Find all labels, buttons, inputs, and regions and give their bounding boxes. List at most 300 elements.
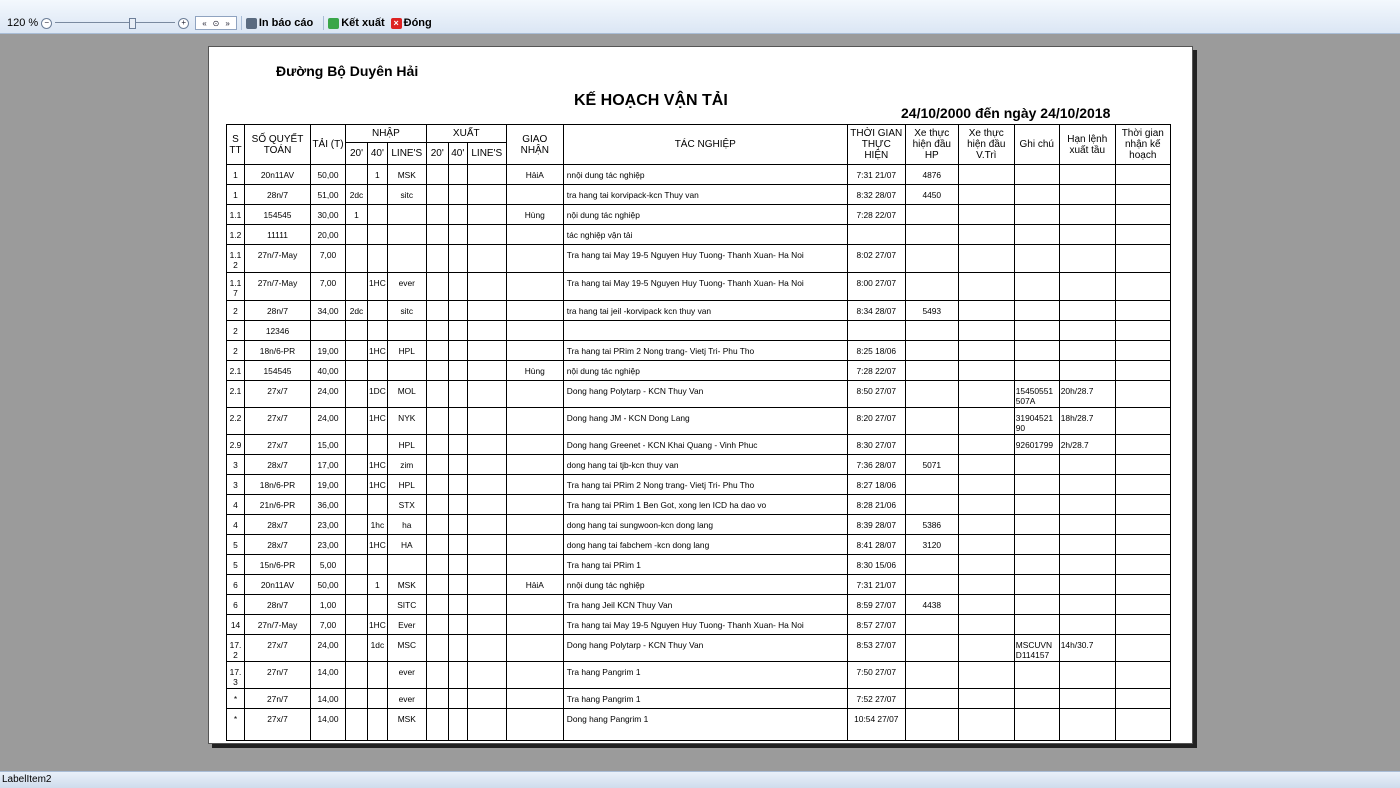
cell-tai: 19,00	[311, 341, 346, 361]
cell-nhap-lines: ever	[387, 662, 426, 689]
cell-tai: 24,00	[311, 635, 346, 662]
cell-xuat-20	[426, 595, 448, 615]
cell-xuat-20	[426, 341, 448, 361]
cell-stt: 1	[227, 165, 245, 185]
cell-stt: 6	[227, 575, 245, 595]
table-row	[227, 535, 1171, 555]
cell-tac-nghiep: Tra hang Pangrim 1	[563, 662, 847, 689]
cell-stt: 2.1	[227, 381, 245, 408]
cell-tac-nghiep: tác nghiệp vận tải	[563, 225, 847, 245]
cell-tac-nghiep: dong hang tai fabchem -kcn dong lang	[563, 535, 847, 555]
cell-so-quyet-toan: 28n/7	[245, 301, 311, 321]
cell-xuat-lines	[467, 361, 506, 381]
cell-giao-nhan	[506, 273, 563, 301]
cell-nhap-40	[368, 205, 388, 225]
cell-nhap-lines: MSK	[387, 165, 426, 185]
cell-stt: 2.9	[227, 435, 245, 455]
close-icon: ×	[391, 18, 402, 29]
cell-xe-hp	[905, 435, 958, 455]
cell-xuat-lines	[467, 321, 506, 341]
cell-tac-nghiep: tra hang tai jeil -korvipack kcn thuy van	[563, 301, 847, 321]
cell-xuat-20	[426, 575, 448, 595]
cell-giao-nhan	[506, 408, 563, 435]
cell-nhap-40	[368, 321, 388, 341]
cell-thoi-gian: 8:39 28/07	[847, 515, 905, 535]
cell-nhap-lines: MSK	[387, 575, 426, 595]
current-page-button[interactable]: ⊙	[212, 18, 220, 28]
first-page-button[interactable]: «	[202, 18, 207, 28]
table-row	[227, 595, 1171, 615]
cell-ghi-chu	[1014, 321, 1059, 341]
cell-tai: 50,00	[311, 575, 346, 595]
cell-nhap-lines: NYK	[387, 408, 426, 435]
cell-thoi-gian: 8:34 28/07	[847, 301, 905, 321]
cell-xuat-20	[426, 321, 448, 341]
cell-thoi-gian-nhan	[1115, 475, 1170, 495]
print-button[interactable]	[246, 17, 313, 29]
header-tac-nghiep: TÁC NGHIỆP	[563, 125, 847, 165]
cell-nhap-lines: ever	[387, 273, 426, 301]
cell-tai: 23,00	[311, 535, 346, 555]
header-xe-vtri: Xe thực hiện đầu V.Trì	[958, 125, 1014, 165]
cell-thoi-gian-nhan	[1115, 381, 1170, 408]
cell-thoi-gian-nhan	[1115, 555, 1170, 575]
cell-tai: 19,00	[311, 475, 346, 495]
cell-thoi-gian: 10:54 27/07	[847, 709, 905, 741]
cell-xuat-lines	[467, 455, 506, 475]
cell-so-quyet-toan: 28n/7	[245, 595, 311, 615]
cell-thoi-gian-nhan	[1115, 535, 1170, 555]
cell-xe-vtri	[958, 341, 1014, 361]
cell-xuat-40	[448, 321, 467, 341]
cell-han-lenh	[1059, 662, 1115, 689]
report-toolbar	[0, 0, 1400, 34]
cell-so-quyet-toan: 27x/7	[245, 408, 311, 435]
cell-han-lenh	[1059, 689, 1115, 709]
cell-giao-nhan	[506, 321, 563, 341]
cell-xuat-20	[426, 301, 448, 321]
cell-xe-hp	[905, 225, 958, 245]
cell-tai: 51,00	[311, 185, 346, 205]
cell-thoi-gian-nhan	[1115, 515, 1170, 535]
cell-nhap-20	[346, 321, 368, 341]
cell-thoi-gian: 8:28 21/06	[847, 495, 905, 515]
export-icon	[328, 18, 339, 29]
header-thoi-gian: THỜI GIAN THỰC HIỆN	[847, 125, 905, 165]
cell-tac-nghiep: dong hang tai tjb-kcn thuy van	[563, 455, 847, 475]
cell-xe-hp	[905, 635, 958, 662]
cell-xuat-40	[448, 185, 467, 205]
cell-nhap-lines: MSK	[387, 709, 426, 741]
status-label: LabelItem2	[2, 774, 52, 785]
cell-thoi-gian-nhan	[1115, 165, 1170, 185]
cell-nhap-20	[346, 635, 368, 662]
cell-giao-nhan: Hùng	[506, 205, 563, 225]
cell-tac-nghiep: Dong hang Polytarp - KCN Thuy Van	[563, 381, 847, 408]
cell-xuat-20	[426, 475, 448, 495]
cell-thoi-gian: 8:20 27/07	[847, 408, 905, 435]
cell-nhap-20	[346, 495, 368, 515]
cell-xe-hp: 3120	[905, 535, 958, 555]
cell-xuat-20	[426, 555, 448, 575]
cell-xuat-40	[448, 535, 467, 555]
cell-xuat-20	[426, 635, 448, 662]
cell-tac-nghiep: Tra hang tai PRim 2 Nong trang- Vietj Tri- Phu Tho	[563, 341, 847, 361]
cell-xuat-lines	[467, 615, 506, 635]
zoom-out-button[interactable]: −	[41, 18, 52, 29]
table-row	[227, 555, 1171, 575]
cell-stt: 2.1	[227, 361, 245, 381]
cell-thoi-gian-nhan	[1115, 245, 1170, 273]
cell-ghi-chu	[1014, 515, 1059, 535]
cell-xe-vtri	[958, 408, 1014, 435]
cell-xuat-lines	[467, 635, 506, 662]
cell-stt: 2	[227, 321, 245, 341]
cell-giao-nhan: HảiA	[506, 165, 563, 185]
page-navigation	[195, 16, 237, 30]
cell-tai: 34,00	[311, 301, 346, 321]
cell-ghi-chu	[1014, 185, 1059, 205]
cell-xuat-lines	[467, 709, 506, 741]
cell-stt: 3	[227, 455, 245, 475]
cell-han-lenh	[1059, 615, 1115, 635]
cell-nhap-lines	[387, 245, 426, 273]
cell-ghi-chu	[1014, 455, 1059, 475]
cell-thoi-gian-nhan	[1115, 635, 1170, 662]
cell-nhap-40	[368, 495, 388, 515]
cell-nhap-40	[368, 245, 388, 273]
cell-tac-nghiep	[563, 321, 847, 341]
cell-thoi-gian: 8:00 27/07	[847, 273, 905, 301]
cell-xuat-20	[426, 205, 448, 225]
cell-so-quyet-toan: 27x/7	[245, 709, 311, 741]
cell-xuat-20	[426, 273, 448, 301]
cell-xe-hp	[905, 341, 958, 361]
cell-so-quyet-toan: 28x/7	[245, 455, 311, 475]
cell-stt: 4	[227, 515, 245, 535]
cell-xe-vtri	[958, 535, 1014, 555]
header-nhap-40: 40'	[368, 143, 388, 165]
cell-han-lenh	[1059, 341, 1115, 361]
zoom-in-button[interactable]: +	[178, 18, 189, 29]
cell-xe-vtri	[958, 185, 1014, 205]
cell-nhap-40	[368, 689, 388, 709]
cell-tac-nghiep: Tra hang tai May 19-5 Nguyen Huy Tuong- Thanh Xuan- Ha Noi	[563, 273, 847, 301]
cell-tac-nghiep: nnội dung tác nghiệp	[563, 575, 847, 595]
cell-xe-hp	[905, 361, 958, 381]
cell-xuat-lines	[467, 662, 506, 689]
cell-giao-nhan	[506, 709, 563, 741]
cell-tai: 17,00	[311, 455, 346, 475]
toolbar-row	[0, 14, 438, 32]
cell-ghi-chu	[1014, 361, 1059, 381]
cell-tai: 24,00	[311, 381, 346, 408]
cell-nhap-20	[346, 575, 368, 595]
cell-xe-vtri	[958, 301, 1014, 321]
cell-giao-nhan	[506, 435, 563, 455]
cell-giao-nhan	[506, 381, 563, 408]
cell-xe-vtri	[958, 515, 1014, 535]
cell-so-quyet-toan: 27n/7	[245, 689, 311, 709]
cell-xuat-20	[426, 381, 448, 408]
table-row	[227, 475, 1171, 495]
cell-tac-nghiep: Tra hang tai May 19-5 Nguyen Huy Tuong- Thanh Xuan- Ha Noi	[563, 615, 847, 635]
cell-stt: 2.2	[227, 408, 245, 435]
cell-so-quyet-toan: 27n/7-May	[245, 245, 311, 273]
cell-nhap-20	[346, 408, 368, 435]
cell-xuat-lines	[467, 185, 506, 205]
table-row	[227, 689, 1171, 709]
cell-han-lenh	[1059, 185, 1115, 205]
cell-so-quyet-toan: 27x/7	[245, 381, 311, 408]
cell-xe-hp	[905, 555, 958, 575]
cell-ghi-chu	[1014, 575, 1059, 595]
cell-xuat-20	[426, 245, 448, 273]
cell-xe-vtri	[958, 689, 1014, 709]
cell-stt: 1.1 7	[227, 273, 245, 301]
cell-so-quyet-toan: 20n11AV	[245, 575, 311, 595]
cell-xe-hp	[905, 273, 958, 301]
cell-nhap-20	[346, 165, 368, 185]
cell-xuat-40	[448, 165, 467, 185]
cell-xuat-40	[448, 361, 467, 381]
cell-nhap-40	[368, 185, 388, 205]
cell-nhap-20	[346, 555, 368, 575]
cell-nhap-40: 1DC	[368, 381, 388, 408]
cell-xuat-20	[426, 408, 448, 435]
cell-stt: 1	[227, 185, 245, 205]
toolbar-separator	[323, 16, 324, 30]
cell-tac-nghiep: Tra hang tai PRim 1 Ben Got, xong len ICD ha dao vo	[563, 495, 847, 515]
cell-thoi-gian-nhan	[1115, 361, 1170, 381]
cell-nhap-lines	[387, 361, 426, 381]
cell-xuat-lines	[467, 555, 506, 575]
cell-xuat-40	[448, 689, 467, 709]
cell-xe-vtri	[958, 245, 1014, 273]
cell-xe-hp: 4876	[905, 165, 958, 185]
cell-xuat-40	[448, 381, 467, 408]
cell-thoi-gian-nhan	[1115, 301, 1170, 321]
export-button[interactable]	[328, 17, 384, 29]
cell-thoi-gian: 8:27 18/06	[847, 475, 905, 495]
cell-stt: 17. 2	[227, 635, 245, 662]
cell-nhap-20	[346, 341, 368, 361]
close-button[interactable]	[391, 17, 432, 29]
cell-stt: 1.1	[227, 205, 245, 225]
cell-nhap-20	[346, 273, 368, 301]
cell-xe-hp	[905, 575, 958, 595]
cell-xe-vtri	[958, 205, 1014, 225]
cell-nhap-20: 2dc	[346, 185, 368, 205]
header-xe-hp: Xe thực hiện đầu HP	[905, 125, 958, 165]
cell-thoi-gian: 8:59 27/07	[847, 595, 905, 615]
cell-xuat-lines	[467, 475, 506, 495]
cell-so-quyet-toan: 27x/7	[245, 635, 311, 662]
cell-xe-hp	[905, 245, 958, 273]
cell-ghi-chu	[1014, 225, 1059, 245]
table-row	[227, 273, 1171, 301]
cell-so-quyet-toan: 11111	[245, 225, 311, 245]
cell-giao-nhan: HảiA	[506, 575, 563, 595]
cell-giao-nhan	[506, 515, 563, 535]
export-label: Kết xuất	[341, 17, 385, 29]
cell-xe-hp	[905, 381, 958, 408]
cell-so-quyet-toan: 28x/7	[245, 535, 311, 555]
cell-thoi-gian-nhan	[1115, 709, 1170, 741]
cell-giao-nhan	[506, 495, 563, 515]
cell-so-quyet-toan: 154545	[245, 205, 311, 225]
cell-xuat-20	[426, 185, 448, 205]
cell-tac-nghiep: Dong hang Pangrim 1	[563, 709, 847, 741]
cell-tai: 50,00	[311, 165, 346, 185]
cell-nhap-20	[346, 455, 368, 475]
cell-giao-nhan	[506, 635, 563, 662]
header-ghi-chu: Ghi chú	[1014, 125, 1059, 165]
cell-nhap-20	[346, 361, 368, 381]
table-row	[227, 165, 1171, 185]
cell-han-lenh	[1059, 455, 1115, 475]
cell-thoi-gian-nhan	[1115, 662, 1170, 689]
last-page-button[interactable]: »	[225, 18, 230, 28]
cell-ghi-chu	[1014, 475, 1059, 495]
cell-han-lenh	[1059, 515, 1115, 535]
cell-nhap-40: 1dc	[368, 635, 388, 662]
cell-nhap-lines: STX	[387, 495, 426, 515]
cell-nhap-40: 1HC	[368, 475, 388, 495]
cell-so-quyet-toan: 20n11AV	[245, 165, 311, 185]
table-row	[227, 615, 1171, 635]
cell-giao-nhan	[506, 689, 563, 709]
cell-nhap-20	[346, 515, 368, 535]
table-row	[227, 662, 1171, 689]
cell-xuat-20	[426, 435, 448, 455]
cell-thoi-gian	[847, 321, 905, 341]
cell-so-quyet-toan: 27x/7	[245, 435, 311, 455]
cell-nhap-20	[346, 381, 368, 408]
cell-nhap-20	[346, 435, 368, 455]
cell-nhap-40	[368, 595, 388, 615]
cell-nhap-40	[368, 225, 388, 245]
cell-xuat-20	[426, 225, 448, 245]
header-thoi-gian-nhan: Thời gian nhận kế hoạch	[1115, 125, 1170, 165]
cell-thoi-gian-nhan	[1115, 689, 1170, 709]
cell-xe-vtri	[958, 361, 1014, 381]
cell-so-quyet-toan: 15n/6-PR	[245, 555, 311, 575]
cell-ghi-chu: 92601799	[1014, 435, 1059, 455]
header-nhap-lines: LINE'S	[387, 143, 426, 165]
cell-xuat-20	[426, 709, 448, 741]
cell-xuat-lines	[467, 381, 506, 408]
cell-tai: 23,00	[311, 515, 346, 535]
cell-thoi-gian-nhan	[1115, 408, 1170, 435]
cell-stt: 5	[227, 555, 245, 575]
cell-nhap-lines	[387, 555, 426, 575]
cell-xuat-20	[426, 165, 448, 185]
cell-thoi-gian: 7:52 27/07	[847, 689, 905, 709]
cell-han-lenh	[1059, 709, 1115, 741]
cell-so-quyet-toan: 21n/6-PR	[245, 495, 311, 515]
cell-xe-hp: 4450	[905, 185, 958, 205]
cell-ghi-chu: 15450551 507A	[1014, 381, 1059, 408]
header-so-quyet-toan: SỐ QUYẾT TOÁN	[245, 125, 311, 165]
cell-han-lenh	[1059, 361, 1115, 381]
cell-han-lenh	[1059, 205, 1115, 225]
zoom-slider-thumb[interactable]	[129, 18, 136, 29]
cell-xe-vtri	[958, 273, 1014, 301]
cell-stt: *	[227, 709, 245, 741]
cell-nhap-40: 1HC	[368, 408, 388, 435]
cell-stt: 3	[227, 475, 245, 495]
cell-giao-nhan	[506, 662, 563, 689]
cell-thoi-gian: 7:31 21/07	[847, 575, 905, 595]
cell-xuat-20	[426, 535, 448, 555]
cell-thoi-gian-nhan	[1115, 341, 1170, 361]
cell-giao-nhan	[506, 341, 563, 361]
cell-tac-nghiep: Tra hang tai May 19-5 Nguyen Huy Tuong- Thanh Xuan- Ha Noi	[563, 245, 847, 273]
cell-han-lenh	[1059, 321, 1115, 341]
cell-nhap-lines: ever	[387, 689, 426, 709]
cell-nhap-lines: HPL	[387, 475, 426, 495]
cell-xuat-lines	[467, 301, 506, 321]
cell-nhap-20	[346, 709, 368, 741]
cell-so-quyet-toan: 12346	[245, 321, 311, 341]
cell-xuat-lines	[467, 273, 506, 301]
cell-nhap-40: 1HC	[368, 455, 388, 475]
cell-xuat-40	[448, 555, 467, 575]
date-range: 24/10/2000 đến ngày 24/10/2018	[901, 105, 1111, 121]
cell-thoi-gian-nhan	[1115, 435, 1170, 455]
cell-tai: 5,00	[311, 555, 346, 575]
cell-ghi-chu	[1014, 341, 1059, 361]
cell-xuat-40	[448, 475, 467, 495]
table-row	[227, 185, 1171, 205]
cell-thoi-gian: 7:31 21/07	[847, 165, 905, 185]
cell-xe-hp	[905, 689, 958, 709]
zoom-slider[interactable]	[55, 18, 175, 28]
cell-nhap-40	[368, 301, 388, 321]
cell-tac-nghiep: nội dung tác nghiệp	[563, 205, 847, 225]
cell-tac-nghiep: Tra hang Pangrim 1	[563, 689, 847, 709]
cell-stt: *	[227, 689, 245, 709]
cell-xuat-lines	[467, 595, 506, 615]
cell-thoi-gian: 7:28 22/07	[847, 205, 905, 225]
cell-nhap-lines	[387, 205, 426, 225]
header-nhap-20: 20'	[346, 143, 368, 165]
cell-ghi-chu	[1014, 273, 1059, 301]
cell-xuat-40	[448, 225, 467, 245]
cell-thoi-gian-nhan	[1115, 205, 1170, 225]
cell-thoi-gian: 8:32 28/07	[847, 185, 905, 205]
cell-xe-vtri	[958, 575, 1014, 595]
cell-tai: 20,00	[311, 225, 346, 245]
cell-giao-nhan	[506, 615, 563, 635]
cell-xuat-20	[426, 615, 448, 635]
cell-xuat-40	[448, 455, 467, 475]
print-label: In báo cáo	[258, 17, 314, 29]
cell-nhap-20: 1	[346, 205, 368, 225]
cell-xuat-lines	[467, 341, 506, 361]
table-row	[227, 341, 1171, 361]
cell-nhap-20	[346, 595, 368, 615]
cell-xuat-20	[426, 361, 448, 381]
cell-stt: 14	[227, 615, 245, 635]
cell-xe-hp	[905, 662, 958, 689]
cell-stt: 4	[227, 495, 245, 515]
cell-nhap-40	[368, 709, 388, 741]
cell-nhap-40	[368, 361, 388, 381]
cell-so-quyet-toan: 28x/7	[245, 515, 311, 535]
cell-xe-vtri	[958, 555, 1014, 575]
